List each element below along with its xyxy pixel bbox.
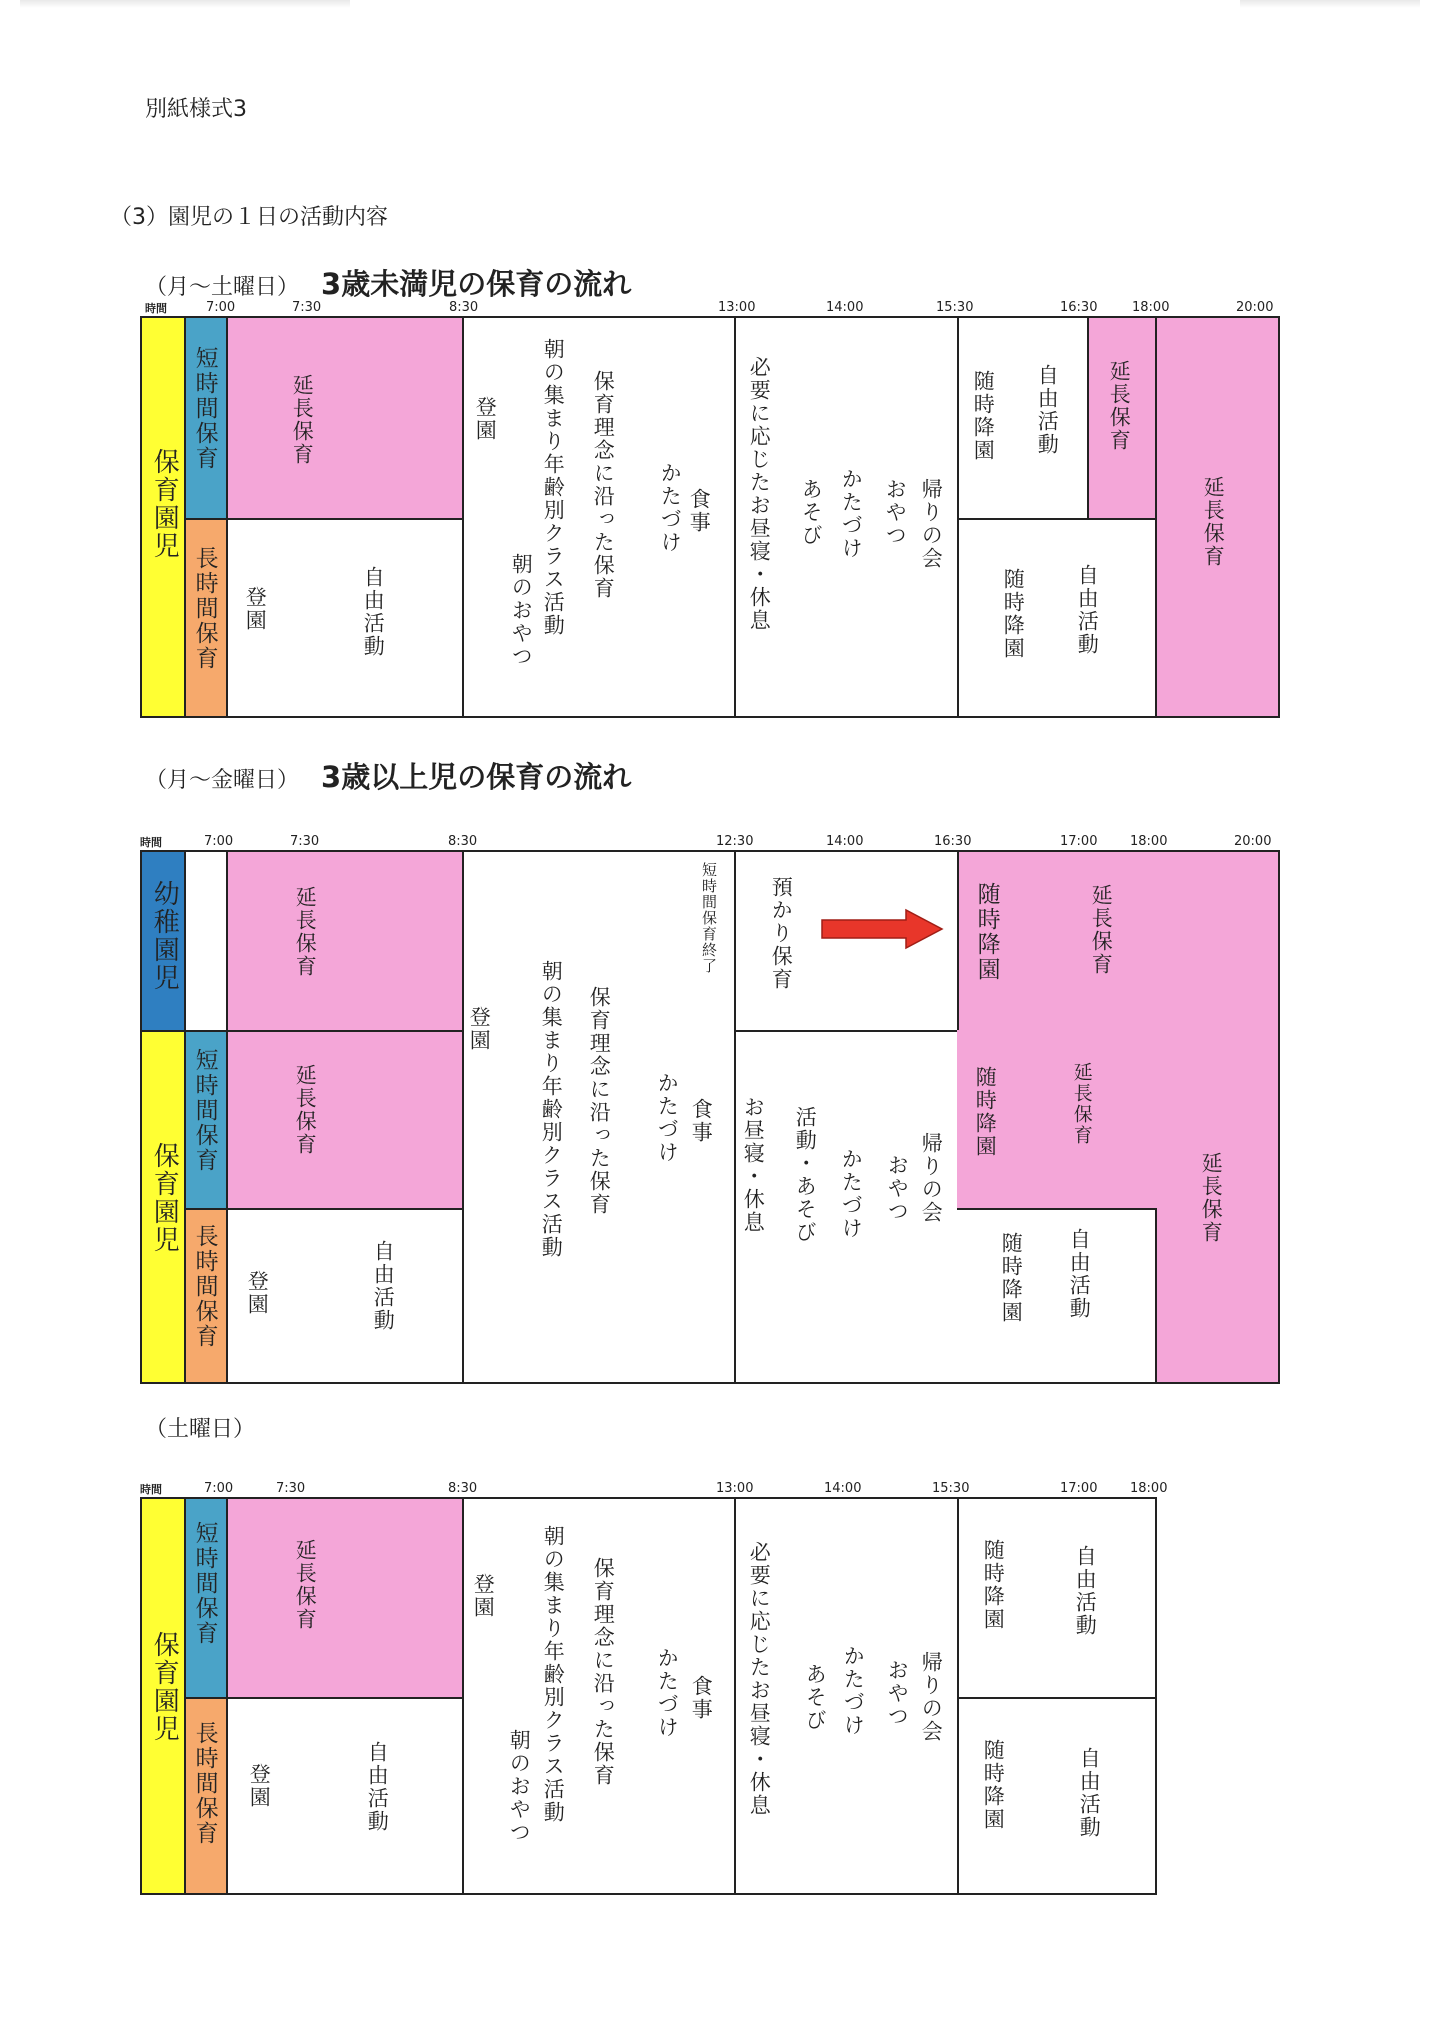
morning-activity: 朝の集まり年齢別クラス活動 bbox=[539, 960, 564, 1259]
arrive-label-2: 登園 bbox=[467, 1006, 492, 1052]
time-tick: 7:30 bbox=[290, 834, 320, 849]
table2 bbox=[140, 850, 1280, 1384]
divider bbox=[1087, 318, 1089, 518]
ext-am-cell bbox=[226, 1499, 462, 1697]
long-label: 長時間保育 bbox=[191, 546, 218, 671]
arrive-label: 登園 bbox=[247, 1763, 272, 1809]
time-tick: 8:30 bbox=[448, 1481, 478, 1496]
custody-label: 預かり保育 bbox=[769, 876, 794, 991]
arrow-icon bbox=[820, 908, 946, 950]
table2-title: 3歳以上児の保育の流れ bbox=[321, 760, 632, 794]
divider bbox=[957, 852, 959, 1030]
divider bbox=[462, 1499, 464, 1893]
free-label: 自由活動 bbox=[371, 1240, 396, 1332]
short-label: 短時間保育 bbox=[191, 346, 218, 471]
time-tick: 8:30 bbox=[449, 300, 479, 315]
cleanup2-label: かたづけ bbox=[841, 1645, 866, 1737]
time-tick: 17:00 bbox=[1060, 1481, 1098, 1496]
table2-days: （月～金曜日） bbox=[145, 768, 300, 793]
ext-s-cell bbox=[226, 1030, 462, 1208]
leave-long-label: 随時降園 bbox=[1001, 568, 1026, 660]
philosophy-label: 保育理念に沿った保育 bbox=[591, 1557, 616, 1787]
divider bbox=[957, 1208, 1155, 1210]
divider bbox=[462, 318, 464, 716]
cleanup2-label: かたづけ bbox=[839, 1148, 864, 1240]
time-label: 時間 bbox=[140, 836, 162, 849]
free-short-label: 自由活動 bbox=[1035, 364, 1060, 456]
divider bbox=[462, 852, 464, 1382]
short-label: 短時間保育 bbox=[191, 1521, 218, 1646]
play-label: あそび bbox=[803, 1663, 828, 1732]
time-tick: 15:30 bbox=[936, 300, 974, 315]
morning-activity: 朝の集まり年齢別クラス活動 bbox=[541, 1525, 566, 1824]
time-tick: 7:00 bbox=[206, 300, 236, 315]
leave-l-label: 随時降園 bbox=[999, 1232, 1024, 1324]
leave-short-label: 随時降園 bbox=[971, 370, 996, 462]
ext-am-label: 延長保育 bbox=[290, 374, 315, 466]
table3 bbox=[140, 1497, 1157, 1895]
ext-s-pm-label: 延長保育 bbox=[1070, 1062, 1093, 1146]
divider bbox=[142, 1030, 226, 1032]
divider bbox=[226, 1030, 462, 1032]
time-label: 時間 bbox=[145, 302, 167, 315]
ext-am-label: 延長保育 bbox=[293, 1539, 318, 1631]
time-tick: 18:00 bbox=[1130, 834, 1168, 849]
divider bbox=[1155, 318, 1157, 716]
time-tick: 14:00 bbox=[824, 1481, 862, 1496]
kinder-label: 幼稚園児 bbox=[149, 880, 180, 992]
table3-days: （土曜日） bbox=[145, 1417, 256, 1442]
divider bbox=[957, 1697, 1155, 1699]
meal-label: 食事 bbox=[689, 1675, 714, 1721]
cleanup-label: かたづけ bbox=[658, 462, 683, 554]
time-tick: 17:00 bbox=[1060, 834, 1098, 849]
ext-am-cell bbox=[226, 318, 462, 518]
short-end-label: 短時間保育終了 bbox=[700, 862, 718, 974]
form-label: 別紙様式3 bbox=[145, 97, 247, 122]
ext-s-label: 延長保育 bbox=[293, 1064, 318, 1156]
leave-k-label: 随時降園 bbox=[973, 882, 1000, 982]
ext-k-label: 延長保育 bbox=[293, 886, 318, 978]
cleanup2-label: かたづけ bbox=[839, 468, 864, 560]
divider bbox=[957, 318, 959, 716]
time-tick: 20:00 bbox=[1236, 300, 1274, 315]
free-long-label: 自由活動 bbox=[1077, 1747, 1102, 1839]
free-long-label: 自由活動 bbox=[1075, 564, 1100, 656]
morning-snack: 朝のおやつ bbox=[507, 1729, 532, 1844]
divider bbox=[184, 1499, 186, 1893]
leave-long-label: 随時降園 bbox=[981, 1739, 1006, 1831]
leave-short-label: 随時降園 bbox=[981, 1539, 1006, 1631]
time-tick: 7:30 bbox=[292, 300, 322, 315]
group-label: 保育園児 bbox=[149, 1631, 180, 1743]
divider bbox=[734, 318, 736, 716]
meal-label: 食事 bbox=[689, 1098, 714, 1144]
nap-label: 必要に応じたお昼寝・休息 bbox=[747, 356, 772, 632]
ext-k-cell bbox=[226, 852, 462, 1030]
time-tick: 12:30 bbox=[716, 834, 754, 849]
go-home-label: 帰りの会 bbox=[919, 1132, 944, 1224]
divider bbox=[957, 518, 1155, 520]
divider bbox=[734, 852, 736, 1382]
time-tick: 16:30 bbox=[1060, 300, 1098, 315]
free-l-label: 自由活動 bbox=[1067, 1228, 1092, 1320]
time-label: 時間 bbox=[140, 1483, 162, 1496]
divider bbox=[184, 318, 186, 716]
free-short-label: 自由活動 bbox=[1073, 1545, 1098, 1637]
divider bbox=[957, 1499, 959, 1893]
free-label: 自由活動 bbox=[365, 1741, 390, 1833]
time-tick: 13:00 bbox=[716, 1481, 754, 1496]
divider bbox=[226, 1499, 228, 1893]
morning-snack: 朝のおやつ bbox=[509, 553, 534, 668]
short-label: 短時間保育 bbox=[191, 1048, 218, 1173]
arrive-label-2: 登園 bbox=[471, 1573, 496, 1619]
snack-label: おやつ bbox=[885, 1154, 910, 1223]
morning-activity: 朝の集まり年齢別クラス活動 bbox=[541, 338, 566, 637]
time-tick: 7:00 bbox=[204, 1481, 234, 1496]
table2-heading bbox=[145, 755, 631, 796]
meal-label: 食事 bbox=[687, 488, 712, 534]
time-tick: 18:00 bbox=[1132, 300, 1170, 315]
divider bbox=[184, 852, 186, 1382]
arrive-label: 登園 bbox=[245, 1270, 270, 1316]
time-tick: 16:30 bbox=[934, 834, 972, 849]
activity-label: 活動・あそび bbox=[793, 1106, 818, 1244]
time-tick: 14:00 bbox=[826, 300, 864, 315]
table1 bbox=[140, 316, 1280, 718]
time-tick: 7:00 bbox=[204, 834, 234, 849]
divider bbox=[184, 518, 462, 520]
section-title: （3）園児の１日の活動内容 bbox=[110, 205, 388, 230]
long-label: 長時間保育 bbox=[191, 1721, 218, 1846]
divider bbox=[1155, 1208, 1157, 1382]
philosophy-label: 保育理念に沿った保育 bbox=[587, 986, 612, 1216]
long-label: 長時間保育 bbox=[191, 1224, 218, 1349]
group-label: 保育園児 bbox=[149, 448, 180, 560]
go-home-label: 帰りの会 bbox=[919, 1651, 944, 1743]
scan-shadow-right bbox=[1240, 0, 1420, 8]
divider bbox=[226, 852, 228, 1382]
divider bbox=[734, 1499, 736, 1893]
play-label: あそび bbox=[799, 478, 824, 547]
divider bbox=[226, 318, 228, 716]
table1-days: （月～土曜日） bbox=[145, 275, 300, 300]
time-tick: 8:30 bbox=[448, 834, 478, 849]
philosophy-label: 保育理念に沿った保育 bbox=[591, 370, 616, 600]
time-tick: 15:30 bbox=[932, 1481, 970, 1496]
time-tick: 20:00 bbox=[1234, 834, 1272, 849]
divider bbox=[184, 1208, 462, 1210]
cleanup-label: かたづけ bbox=[655, 1072, 680, 1164]
time-tick: 7:30 bbox=[276, 1481, 306, 1496]
nap-label: 必要に応じたお昼寝・休息 bbox=[747, 1541, 772, 1817]
arrive-label-2: 登園 bbox=[473, 396, 498, 442]
free-label: 自由活動 bbox=[361, 566, 386, 658]
divider bbox=[184, 1697, 462, 1699]
snack-label: おやつ bbox=[883, 478, 908, 547]
nap-label: お昼寝・休息 bbox=[741, 1096, 766, 1234]
ext-short-label: 延長保育 bbox=[1107, 360, 1132, 452]
ext-k-pm-cell bbox=[957, 852, 1278, 1030]
time-tick: 18:00 bbox=[1130, 1481, 1168, 1496]
divider bbox=[734, 1030, 957, 1032]
cleanup-label: かたづけ bbox=[655, 1647, 680, 1739]
table1-heading bbox=[145, 262, 631, 303]
time-tick: 13:00 bbox=[718, 300, 756, 315]
snack-label: おやつ bbox=[885, 1659, 910, 1728]
ext-pm-label: 延長保育 bbox=[1199, 1152, 1224, 1244]
ext-k-pm-label: 延長保育 bbox=[1089, 884, 1114, 976]
group-label: 保育園児 bbox=[149, 1142, 180, 1254]
table1-title: 3歳未満児の保育の流れ bbox=[321, 267, 632, 301]
arrive-label: 登園 bbox=[243, 586, 268, 632]
time-tick: 14:00 bbox=[826, 834, 864, 849]
leave-s-label: 随時降園 bbox=[973, 1066, 998, 1158]
go-home-label: 帰りの会 bbox=[919, 478, 944, 570]
ext-pm-label: 延長保育 bbox=[1201, 476, 1226, 568]
scan-shadow-left bbox=[20, 0, 350, 8]
